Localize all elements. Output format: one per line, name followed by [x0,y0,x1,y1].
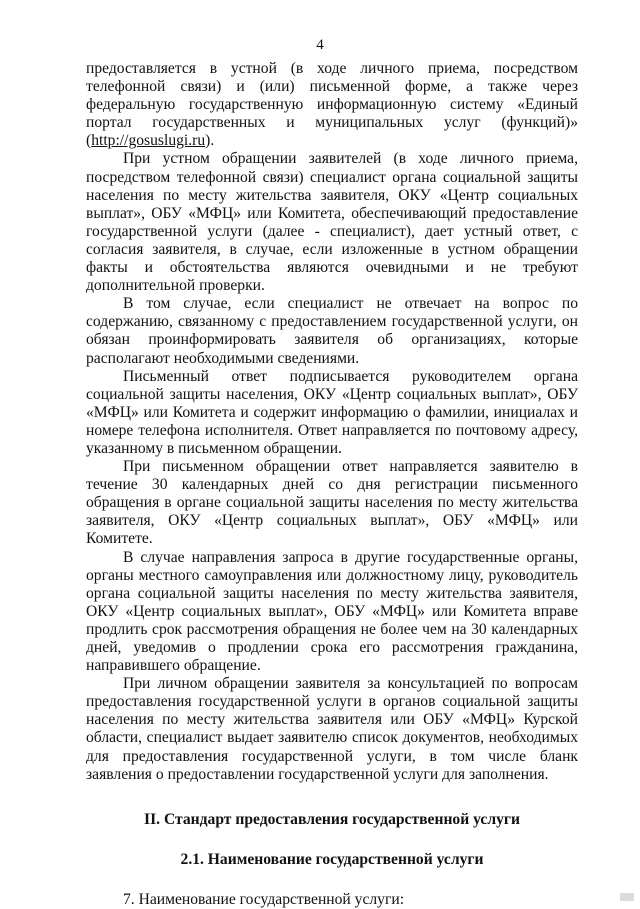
item-7-service-name: 7. Наименование государственной услуги: [123,890,405,908]
paragraph-written-request-term: При письменном обращении ответ направляется заявителю в течение 30 календарных дней со дня регистрации письменного обращения в органе социальной защиты населения по месту жительства заявителя, ОКУ «Центр социальных выплат», ОБУ «МФЦ» или Комитете. [86,458,578,548]
scan-corner-mark [620,893,634,901]
paragraph-no-answer: В том случае, если специалист не отвечает на вопрос по содержанию, связанному с предоставлением государственной услуги, он обязан проинформировать заявителя об организациях, которые располагают необходимыми сведениями. [86,295,578,367]
page-number: 4 [316,37,324,53]
section-heading: II. Стандарт предоставления государственной услуги [144,810,520,828]
subsection-heading: 2.1. Наименование государственной услуги [180,850,484,868]
paragraph-text: ). [205,132,215,150]
paragraph-personal-consultation: При личном обращении заявителя за консультацией по вопросам предоставления государственной услуги в органов социальной защиты населения по месту жительства заявителя или ОБУ «МФЦ» Курской области, специалист выдает заявителю список документов, необходимых для предоставления государственной услуги, в том числе бланк заявления о предоставлении государственной услуги для заполнения. [86,675,578,783]
paragraph-text: предоставляется в устной (в ходе личного приема, посредством телефонной связи) и (или) письменной форме, а также через федеральную государственную информационную систему «Единый портал государственных и муниципальных услуг (функций)» ( [86,60,578,150]
paragraph-written-answer: Письменный ответ подписывается руководителем органа социальной защиты населения, ОКУ «Центр социальных выплат», ОБУ «МФЦ» или Комитета и содержит информацию о фамилии, инициалах и номере телефона исполнителя. Ответ направляется по почтовому адресу, указанному в письменном обращении. [86,367,578,457]
document-body [86,60,578,909]
paragraph-info-channels [86,60,578,150]
gosuslugi-link[interactable]: http://gosuslugi.ru [91,132,206,150]
paragraph-oral-request: При устном обращении заявителей (в ходе личного приема, посредством телефонной связи) специалист органа социальной защиты населения по месту жительства заявителя, ОКУ «Центр социальных выплат», ОБУ «МФЦ» или Комитета, обеспечивающий предоставление государственной услуги (далее - специалист), дает устный ответ, с согласия заявителя, в случае, если изложенные в устном обращении факты и обстоятельства являются очевидными и не требуют дополнительной проверки. [86,150,578,295]
paragraph-term-extension: В случае направления запроса в другие государственные органы, органы местного самоуправления или должностному лицу, руководитель органа социальной защиты населения по месту жительства заявителя, ОКУ «Центр социальных выплат», ОБУ «МФЦ» или Комитета вправе продлить срок рассмотрения обращения не более чем на 30 календарных дней, уведомив о продлении срока его рассмотрения гражданина, направившего обращение. [86,548,578,675]
